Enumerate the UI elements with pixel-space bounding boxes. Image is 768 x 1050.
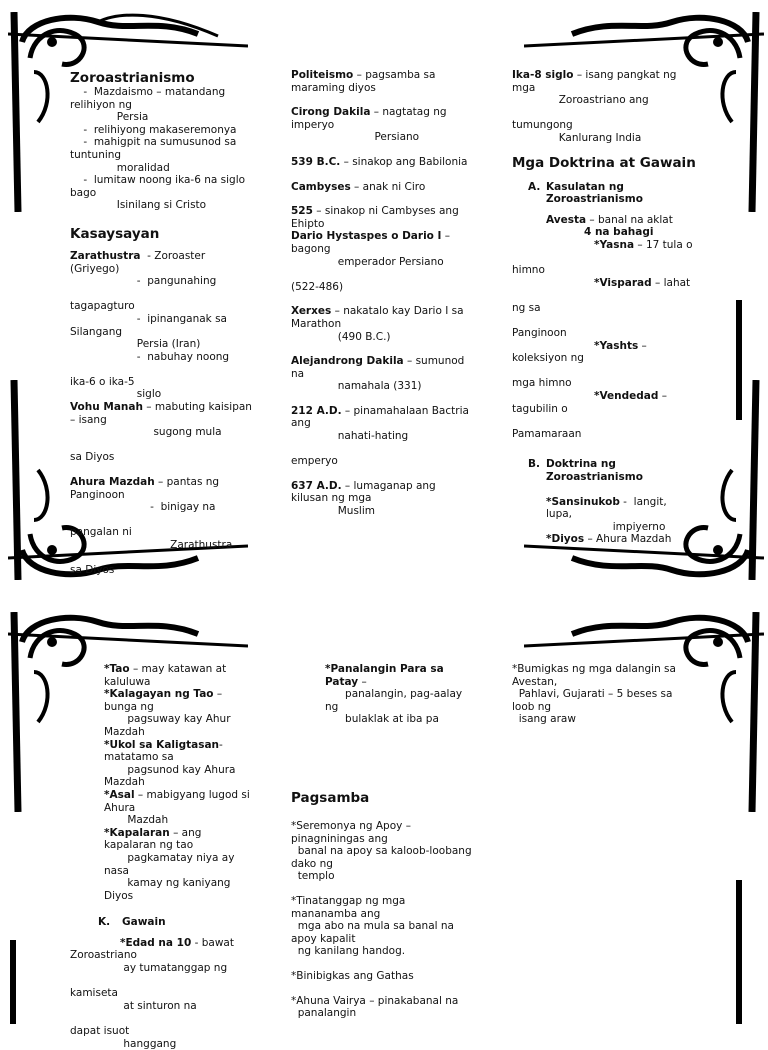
term: Cirong Dakila [291,106,371,119]
intro-line: - relihiyong makaseremonya [70,123,237,136]
section-title: Gawain [122,916,166,929]
term: Xerxes [291,305,332,318]
worship-item: *Ahuna Vairya – pinakabanal na panalangin [291,994,459,1020]
entry-avesta [546,214,712,227]
timeline-entry [291,480,483,518]
panel2-column-3 [512,663,712,726]
intro-line: - mahigpit na sumusunod sa tuntuning moralidad [70,136,237,174]
definition: – tagubilin o Pamamaraan [512,390,667,440]
term: *Sansinukob [546,495,620,508]
panel1-column-3 [512,69,712,546]
definition: – isang pangkat ng mga Zoroastriano ang tumungong Kanlurang India [512,69,677,144]
belief-entry [104,739,262,789]
term: *Kapalaran [104,826,170,839]
timeline-entry [291,106,483,144]
definition: – panalangin, pag-aalay ng bulaklak at iba pa [325,675,463,726]
section-label: A. [528,180,541,193]
worship-item: *Seremonya ng Apoy – pinagniningas ang banal na apoy sa kaloob-loobang dako ng templo [291,819,472,883]
term: Zarathustra [70,249,141,262]
definition: – bunga ng pagsuway kay Ahur Mazdah [104,688,231,738]
entry-sansinukob [546,496,712,534]
worship-item: *Binibigkas ang Gathas [291,969,414,982]
term: Ahura Mazdah [70,476,155,489]
term: Vohu Manah [70,401,143,414]
timeline-entry [291,156,483,169]
section-title: Doktrina ng Zoroastrianismo [546,458,643,484]
term: 525 [291,205,313,218]
section-a-heading [528,181,712,206]
definition: – may katawan at kaluluwa [104,663,227,688]
term: *Ukol sa Kaligtasan [104,738,220,751]
entry-vendedad [512,390,712,440]
definition: - matatamo sa pagsunod kay Ahura Mazdah [104,738,236,789]
definition: – sumunod na namahala (331) [291,355,465,393]
term: Cambyses [291,180,351,193]
definition: – pinamahalaan Bactria ang nahati-hating emperyo [291,404,469,468]
doctrine-b-block [546,496,712,546]
term: Politeismo [291,69,354,81]
belief-entry [104,663,262,688]
section-label: B. [528,458,540,471]
side-rule-right [734,300,744,420]
term: *Yasna [594,238,635,251]
term: *Panalangin Para sa Patay [325,663,444,688]
entry-diyos [546,533,712,546]
definition: – mabuting kaisipan – isang sugong mula sa Diyos [70,401,252,464]
definition: – ang kapalaran ng tao pagkamatay niya ay nasa kamay ng kaniyang Diyos [104,826,235,902]
entry-edad-na-10 [70,937,262,1050]
definition: – pagsamba sa maraming diyos [291,69,436,94]
four-parts-label: 4 na bahagi [584,226,654,239]
belief-entry [104,688,262,738]
definition: – anak ni Ciro [350,180,426,193]
avesta-block [546,214,712,239]
term: 637 A.D. [291,479,342,492]
entry-visparad [512,277,712,340]
side-rule-right-2 [734,880,744,1024]
timeline-entry [291,69,483,94]
entry-vohu-manah [70,401,262,464]
definition: - bawat Zoroastriano ay tumatanggap ng kamiseta at sinturon na dapat isuot hanggang [70,936,234,1050]
entry-ahura-mazdah [70,476,262,577]
definition: – Ahura Mazdah [584,533,672,546]
entry-yashts [512,340,712,390]
worship-heading: Pagsamba [291,789,370,806]
term: *Vendedad [594,390,659,403]
definition: – mabigyang lugod si Ahura Mazdah [104,788,250,827]
panel2-column-1 [70,663,262,1050]
section-b-heading [528,458,712,483]
entry-yasna [512,239,712,277]
term: Avesta [546,213,587,226]
definition: – lahat ng sa Panginoon [512,276,691,340]
definition: – 17 tula o himno [512,238,693,277]
intro-line: - lumitaw noong ika-6 na siglo bago Isinilang si Cristo [70,174,246,212]
timeline-entry [291,355,483,393]
term: *Edad na 10 [120,936,192,949]
timeline-entry [291,230,483,293]
term: Dario Hystaspes o Dario I [291,230,442,243]
timeline-entry [291,305,483,343]
prayer-note: *Bumigkas ng mga dalangin sa Avestan, Pahlavi, Gujarati – 5 beses sa loob ng isang araw [512,663,676,726]
worship-item: *Tinatanggap ng mga mananamba ang mga abo na mula sa banal na apoy kapalit ng kanilang handog. [291,894,454,958]
definition: – sinakop ang Babilonia [340,155,468,168]
panel1-column-1 [70,70,262,577]
intro-line: - Mazdaismo – matandang relihiyon ng Persia [70,86,226,124]
term: *Diyos [546,533,585,546]
term: Ika-8 siglo [512,69,574,81]
definition: - Zoroaster (Griyego) - pangunahing tagapagturo - ipinanganak sa Silangang Persia (Iran) - nabuhay noong ika-6 o ika-5 siglo [70,249,230,401]
entry-zarathustra [70,250,262,401]
definition: – lumaganap ang kilusan ng mga Muslim [291,479,436,518]
term: *Kalagayan ng Tao [104,688,214,701]
definition: – sinakop ni Cambyses ang Ehipto [291,205,459,230]
section-title-zoroastrianismo: Zoroastrianismo [70,70,195,86]
definition: - langit, lupa, impiyerno [546,495,667,533]
belief-list [104,663,262,902]
timeline-entry [291,405,483,468]
term: *Asal [104,788,135,801]
definition: – koleksiyon ng mga himno [512,339,647,390]
entry-panalangin-para-sa-patay [325,663,487,726]
section-label: K. [98,916,111,929]
side-rule-left-2 [8,940,18,1024]
definition: – nagtatag ng imperyo Persiano [291,106,447,144]
term: 539 B.C. [291,155,341,168]
definition: – nakatalo kay Dario I sa Marathon (490 B.C.) [291,305,464,343]
panel2-column-2 [291,663,487,1020]
doctrine-heading: Mga Doktrina at Gawain [512,154,696,171]
term: *Tao [104,663,130,675]
panel1-column-2 [291,69,483,518]
entry-ika-8-siglo [512,69,712,145]
definition: – bagong emperador Persiano (522-486) [291,230,451,293]
term: *Yashts [594,339,639,352]
term: Alejandrong Dakila [291,355,404,368]
definition: – pantas ng Panginoon - binigay na pangalan ni Zarathustra sa Diyos [70,476,233,577]
belief-entry [104,789,262,827]
term: 212 A.D. [291,404,342,417]
belief-entry [104,827,262,903]
section-k-heading [98,916,262,929]
page-gap [0,580,768,610]
section-title: Kasulatan ng Zoroastrianismo [546,180,643,206]
history-heading: Kasaysayan [70,225,160,242]
timeline-entry [291,205,483,230]
term: *Visparad [594,276,652,289]
timeline-entry [291,181,483,194]
definition: – banal na aklat [586,213,673,226]
